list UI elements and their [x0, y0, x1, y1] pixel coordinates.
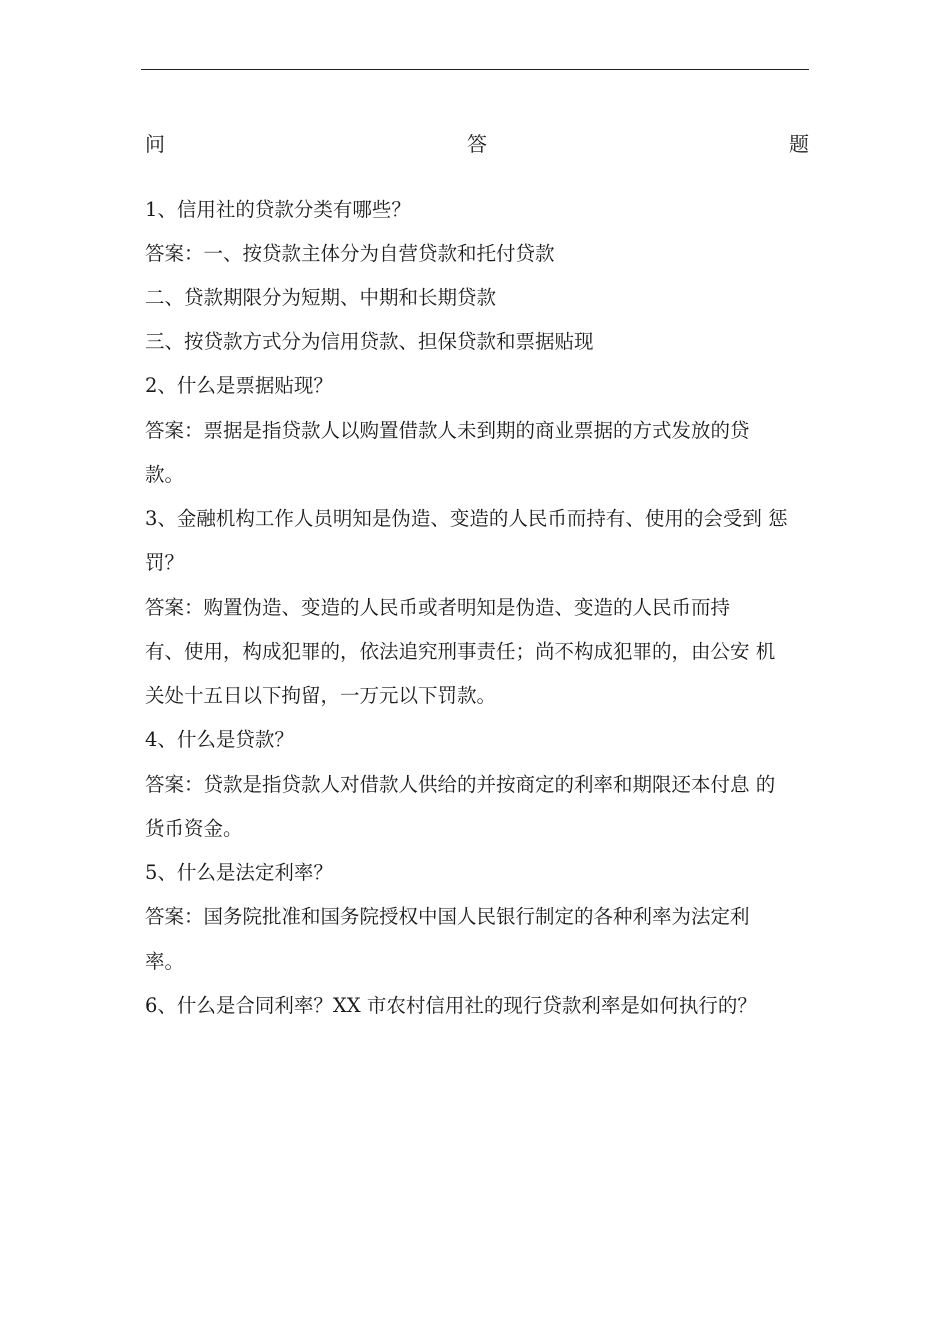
- answer-2-line-2: 款。: [145, 463, 185, 486]
- answer-5-line-2: 率。: [145, 950, 185, 973]
- answer-5-line-1: 答案：国务院批准和国务院授权中国人民银行制定的各种利率为法定利: [145, 905, 750, 928]
- header-rule: [141, 69, 809, 70]
- answer-1-line-1: 答案：一、按贷款主体分为自营贷款和托付贷款: [145, 242, 555, 265]
- answer-1-line-3: 三、按贷款方式分为信用贷款、担保贷款和票据贴现: [145, 330, 594, 353]
- question-3-line-1: 3、金融机构工作人员明知是伪造、变造的人民币而持有、使用的会受到 惩: [145, 507, 788, 530]
- question-1: 1、信用社的贷款分类有哪些？: [145, 198, 411, 221]
- answer-3-line-1: 答案：购置伪造、变造的人民币或者明知是伪造、变造的人民币而持: [145, 596, 731, 619]
- question-5: 5、什么是法定利率？: [145, 861, 333, 884]
- title-char-3: 题: [789, 132, 809, 156]
- answer-4-line-1: 答案：贷款是指贷款人对借款人供给的并按商定的利率和期限还本付息 的: [145, 773, 776, 796]
- question-3-line-2: 罚？: [145, 551, 185, 574]
- question-2: 2、什么是票据贴现？: [145, 374, 333, 397]
- question-4: 4、什么是贷款？: [145, 728, 294, 751]
- document-title: [145, 130, 809, 158]
- answer-3-line-3: 关处十五日以下拘留，一万元以下罚款。: [145, 684, 497, 707]
- answer-4-line-2: 货币资金。: [145, 817, 243, 840]
- answer-3-line-2: 有、使用，构成犯罪的，依法追究刑事责任；尚不构成犯罪的，由公安 机: [145, 640, 776, 663]
- answer-2-line-1: 答案：票据是指贷款人以购置借款人未到期的商业票据的方式发放的贷: [145, 419, 750, 442]
- answer-1-line-2: 二、贷款期限分为短期、中期和长期贷款: [145, 286, 497, 309]
- title-char-2: 答: [467, 132, 487, 156]
- title-char-1: 问: [145, 132, 165, 156]
- question-6: 6、什么是合同利率？XX 市农村信用社的现行贷款利率是如何执行的？: [145, 994, 757, 1017]
